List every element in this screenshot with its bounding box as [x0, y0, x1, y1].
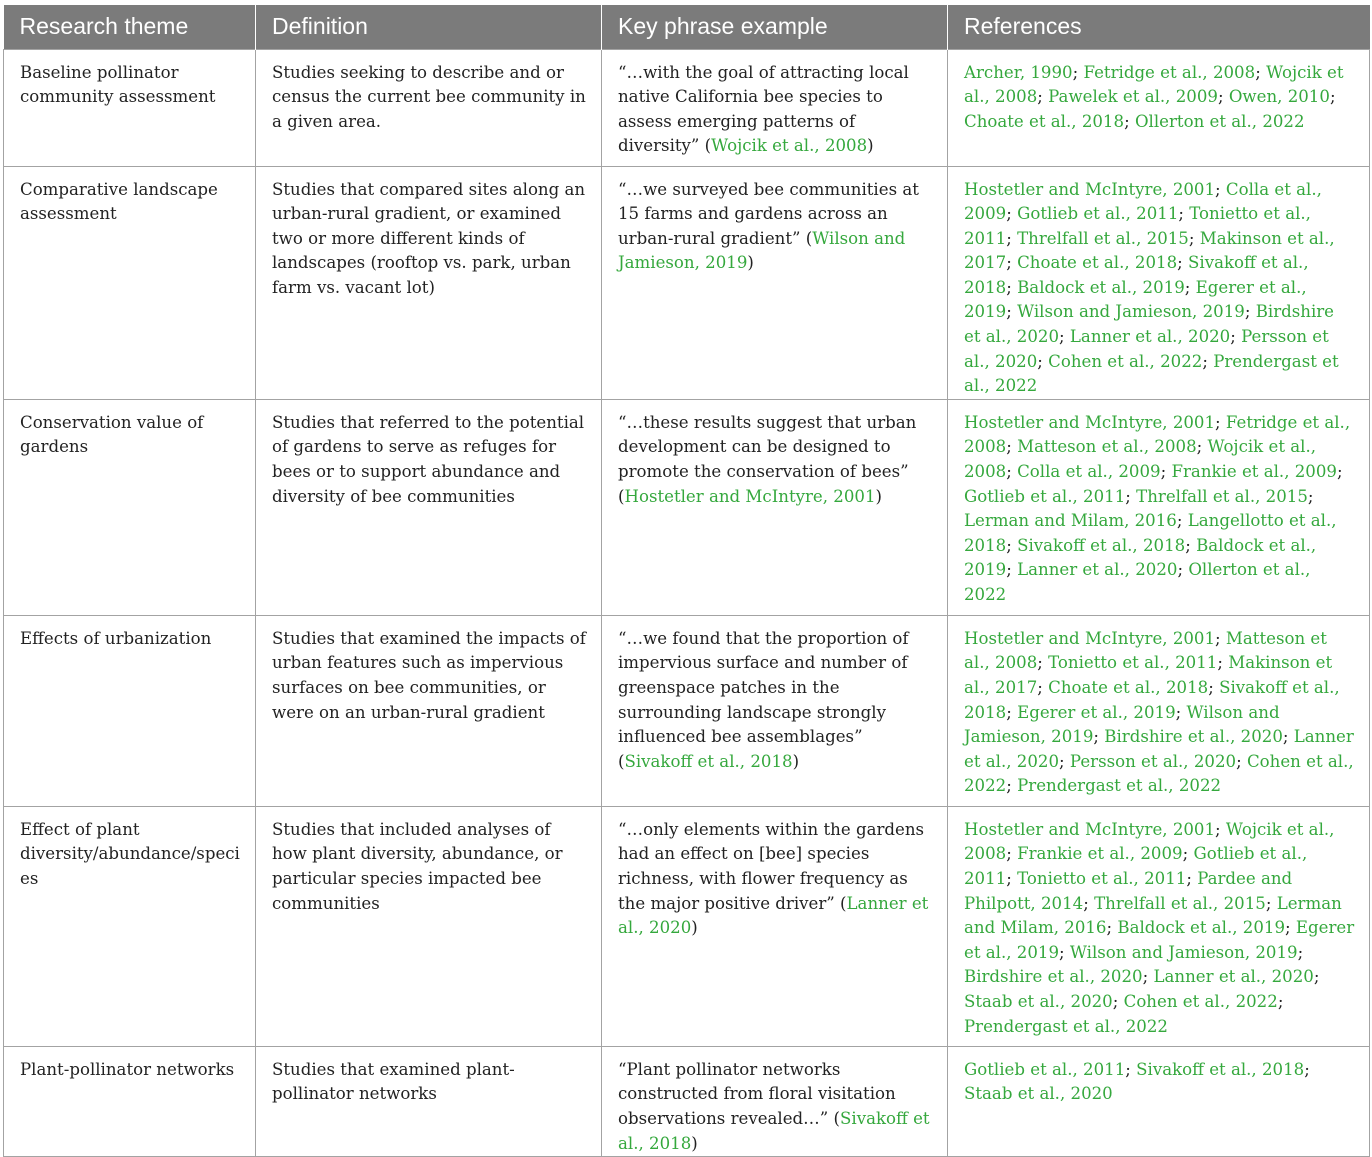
reference-link[interactable]: Hostetler and McIntyre, 2001	[964, 819, 1216, 839]
reference-separator: ;	[1255, 62, 1267, 82]
quote-citation-link[interactable]: Hostetler and McIntyre, 2001	[624, 486, 876, 506]
reference-link[interactable]: Lanner et al., 2020	[1153, 967, 1314, 987]
table-row	[4, 615, 1370, 806]
quote-close: )	[747, 253, 754, 273]
theme-cell: Effect of plant diversity/abundance/species	[4, 806, 256, 1046]
reference-link[interactable]: Baldock et al., 2019	[1017, 277, 1185, 297]
reference-link[interactable]: Gotlieb et al., 2011	[964, 844, 1308, 889]
reference-link[interactable]: Choate et al., 2018	[1048, 678, 1209, 698]
reference-link[interactable]: Persson et al., 2020	[1069, 751, 1237, 771]
reference-link[interactable]: Wilson and Jamieson, 2019	[1017, 302, 1245, 322]
reference-separator: ;	[1175, 702, 1187, 722]
reference-separator: ;	[1282, 727, 1294, 747]
definition-cell: Studies that examined plant-pollinator networks	[256, 1046, 602, 1156]
reference-link[interactable]: Makinson et al., 2017	[964, 228, 1335, 273]
reference-link[interactable]: Egerer et al., 2019	[964, 918, 1355, 962]
table-row	[4, 399, 1370, 615]
reference-link[interactable]: Threlfall et al., 2015	[1136, 486, 1308, 506]
definition-cell: Studies that examined the impacts of urban features such as impervious surfaces on bee communities, or were on an urban-rural gradient	[256, 615, 602, 806]
reference-link[interactable]: Pardee and Philpott, 2014	[964, 869, 1293, 913]
reference-link[interactable]: Frankie et al., 2009	[1017, 844, 1183, 864]
reference-link[interactable]: Langellotto et al., 2018	[964, 511, 1337, 555]
theme-cell: Effects of urbanization	[4, 615, 256, 806]
reference-link[interactable]: Lanner et al., 2020	[964, 727, 1354, 771]
references-cell	[948, 166, 1370, 399]
reference-separator: ;	[1125, 486, 1137, 506]
quote-cell	[602, 49, 948, 166]
reference-separator: ;	[1006, 776, 1018, 796]
reference-separator: ;	[1329, 87, 1336, 107]
quote-cell	[602, 806, 948, 1046]
reference-link[interactable]: Colla et al., 2009	[964, 179, 1322, 224]
reference-link[interactable]: Birdshire et al., 2020	[1104, 727, 1283, 747]
header-research-theme: Research theme	[4, 5, 256, 49]
quote-citation-link[interactable]: Lanner et al., 2020	[618, 893, 929, 938]
quote-citation-link[interactable]: Sivakoff et al., 2018	[618, 1109, 930, 1153]
reference-separator: ;	[1160, 462, 1172, 482]
reference-separator: ;	[1059, 327, 1070, 347]
definition-cell: Studies that compared sites along an urban-rural gradient, or examined two or more different kinds of landscapes (rooftop vs. park, urban farm vs. vacant lot)	[256, 166, 602, 399]
reference-link[interactable]: Wilson and Jamieson, 2019	[1069, 942, 1298, 962]
reference-link[interactable]: Staab et al., 2020	[964, 992, 1113, 1011]
reference-link[interactable]: Colla et al., 2009	[1017, 462, 1161, 482]
reference-separator: ;	[1125, 1059, 1137, 1079]
quote-text: “Plant pollinator networks constructed from floral visitation observations revealed…” (	[618, 1059, 896, 1129]
reference-link[interactable]: Sivakoff et al., 2018	[964, 253, 1309, 297]
reference-link[interactable]: Prendergast et al., 2022	[964, 351, 1339, 396]
quote-close: )	[792, 751, 800, 771]
reference-separator: ;	[1006, 462, 1018, 482]
definition-cell: Studies that referred to the potential of gardens to serve as refuges for bees or to support abundance and diversity of bee communities	[256, 399, 602, 615]
reference-separator: ;	[1072, 62, 1084, 82]
theme-cell: Conservation value of gardens	[4, 399, 256, 615]
reference-link[interactable]: Threlfall et al., 2015	[1094, 893, 1266, 913]
reference-separator: ;	[1006, 277, 1018, 297]
reference-link[interactable]: Frankie et al., 2009	[1171, 462, 1337, 482]
theme-cell: Baseline pollinator community assessment	[4, 49, 256, 166]
reference-link[interactable]: Birdshire et al., 2020	[964, 302, 1335, 347]
reference-link[interactable]: Wojcik et al., 2008	[964, 819, 1335, 864]
reference-link[interactable]: Choate et al., 2018	[964, 111, 1125, 131]
references-cell	[948, 615, 1370, 806]
quote-cell	[602, 1046, 948, 1156]
quote-text: “…we surveyed bee communities at 15 farms and gardens across an urban-rural gradient” (	[618, 179, 919, 248]
references-cell	[948, 806, 1370, 1046]
reference-separator: ;	[1186, 869, 1198, 889]
reference-separator: ;	[1313, 967, 1320, 987]
quote-cell	[602, 399, 948, 615]
references-cell	[948, 399, 1370, 615]
reference-link[interactable]: Tonietto et al., 2011	[964, 204, 1311, 248]
reference-separator: ;	[1244, 302, 1256, 322]
reference-separator: ;	[1336, 462, 1343, 482]
quote-text: “…we found that the proportion of impervious surface and number of greenspace patches in the surrounding landscape strongly influenced bee assemblages” (	[618, 628, 909, 771]
reference-separator: ;	[1208, 678, 1220, 698]
reference-link[interactable]: Fetridge et al., 2008	[964, 412, 1351, 457]
reference-separator: ;	[1037, 678, 1049, 698]
quote-citation-link[interactable]: Wojcik et al., 2008	[711, 136, 868, 156]
header-definition: Definition	[256, 5, 602, 49]
table-body	[4, 49, 1370, 1157]
references-cell	[948, 49, 1370, 166]
reference-link[interactable]: Tonietto et al., 2011	[1017, 869, 1187, 889]
quote-close: )	[867, 136, 874, 156]
reference-link[interactable]: Wilson and Jamieson, 2019	[964, 702, 1280, 747]
reference-separator: ;	[1006, 253, 1018, 273]
reference-separator: ;	[1006, 437, 1018, 457]
reference-separator: ;	[1285, 918, 1296, 938]
reference-separator: ;	[1177, 253, 1189, 273]
reference-link[interactable]: Gotlieb et al., 2011	[964, 486, 1126, 506]
reference-separator: ;	[1217, 653, 1229, 673]
quote-close: )	[691, 918, 698, 938]
reference-separator: ;	[1006, 228, 1018, 248]
reference-separator: ;	[1297, 942, 1304, 962]
reference-separator: ;	[1177, 560, 1189, 580]
reference-separator: ;	[1093, 727, 1105, 747]
reference-separator: ;	[1215, 412, 1226, 432]
reference-link[interactable]: Ollerton et al., 2022	[1134, 111, 1305, 131]
research-themes-table	[3, 5, 1370, 1157]
reference-link[interactable]: Egerer et al., 2019	[1017, 702, 1176, 722]
quote-text: “…with the goal of attracting local native California bee species to assess emerging patterns of diversity” (	[618, 62, 909, 156]
reference-link[interactable]: Sivakoff et al., 2018	[964, 678, 1340, 722]
reference-separator: ;	[1307, 486, 1314, 506]
reference-link[interactable]: Tonietto et al., 2011	[1048, 653, 1218, 673]
reference-separator: ;	[1037, 653, 1049, 673]
reference-separator: ;	[1230, 327, 1242, 347]
reference-separator: ;	[1215, 819, 1226, 839]
reference-separator: ;	[1265, 893, 1277, 913]
reference-separator: ;	[1006, 204, 1018, 224]
reference-separator: ;	[1006, 302, 1018, 322]
table-row	[4, 49, 1370, 166]
reference-link[interactable]: Cohen et al., 2022	[964, 751, 1354, 796]
reference-link[interactable]: Ollerton et al., 2022	[964, 560, 1311, 604]
quote-text: “…these results suggest that urban development can be designed to promote the conservation of bees” (	[618, 412, 917, 506]
quote-cell	[602, 615, 948, 806]
reference-link[interactable]: Matteson et al., 2008	[964, 628, 1327, 673]
reference-link[interactable]: Wojcik et al., 2008	[964, 437, 1317, 482]
definition-cell: Studies seeking to describe and or census the current bee community in a given area.	[256, 49, 602, 166]
table-row	[4, 806, 1370, 1046]
definition-cell: Studies that included analyses of how plant diversity, abundance, or particular species impacted bee communities	[256, 806, 602, 1046]
quote-citation-link[interactable]: Wilson and Jamieson, 2019	[618, 228, 906, 273]
reference-link[interactable]: Makinson et al., 2017	[964, 653, 1333, 698]
reference-separator: ;	[1277, 992, 1284, 1011]
reference-link[interactable]: Prendergast et al., 2022	[1017, 776, 1222, 796]
reference-separator: ;	[1142, 967, 1154, 987]
reference-link[interactable]: Threlfall et al., 2015	[1017, 228, 1189, 248]
reference-separator: ;	[1106, 918, 1118, 938]
header-references: References	[948, 5, 1370, 49]
reference-separator: ;	[1178, 204, 1190, 224]
theme-cell: Plant-pollinator networks	[4, 1046, 256, 1156]
quote-close: )	[875, 486, 883, 506]
reference-separator: ;	[1037, 87, 1049, 107]
reference-separator: ;	[1196, 437, 1208, 457]
reference-separator: ;	[1176, 511, 1188, 531]
reference-link[interactable]: Fetridge et al., 2008	[1083, 62, 1256, 82]
reference-link[interactable]: Cohen et al., 2022	[1123, 992, 1278, 1011]
reference-link[interactable]: Sivakoff et al., 2018	[1136, 1059, 1305, 1079]
quote-text: “…only elements within the gardens had an effect on [bee] species richness, with flower frequency as the major positive driver” (	[618, 819, 925, 913]
reference-separator: ;	[1188, 228, 1200, 248]
reference-separator: ;	[1006, 535, 1018, 555]
reference-link[interactable]: Sivakoff et al., 2018	[1017, 535, 1186, 555]
reference-separator: ;	[1006, 560, 1018, 580]
reference-separator: ;	[1112, 992, 1124, 1011]
reference-separator: ;	[1217, 87, 1229, 107]
table-row	[4, 166, 1370, 399]
reference-separator: ;	[1215, 179, 1226, 199]
reference-link[interactable]: Cohen et al., 2022	[1048, 351, 1203, 371]
reference-link[interactable]: Wojcik et al., 2008	[964, 62, 1344, 107]
quote-cell	[602, 166, 948, 399]
reference-separator: ;	[1059, 751, 1070, 771]
reference-separator: ;	[1215, 628, 1226, 648]
reference-separator: ;	[1006, 844, 1018, 864]
reference-link[interactable]: Matteson et al., 2008	[1017, 437, 1197, 457]
quote-close: )	[691, 1133, 698, 1153]
reference-link[interactable]: Baldock et al., 2019	[964, 535, 1317, 580]
reference-link[interactable]: Lanner et al., 2020	[1069, 327, 1231, 347]
reference-separator: ;	[1059, 942, 1070, 962]
reference-link[interactable]: Baldock et al., 2019	[1117, 918, 1286, 938]
reference-link[interactable]: Staab et al., 2020	[964, 1084, 1113, 1104]
reference-link[interactable]: Lerman and Milam, 2016	[964, 893, 1342, 938]
reference-separator: ;	[1006, 869, 1018, 889]
reference-separator: ;	[1006, 702, 1018, 722]
reference-separator: ;	[1124, 111, 1135, 131]
reference-link[interactable]: Pawelek et al., 2009	[1048, 87, 1218, 107]
reference-separator: ;	[1083, 893, 1095, 913]
reference-separator: ;	[1236, 751, 1247, 771]
reference-separator: ;	[1185, 535, 1197, 555]
reference-link[interactable]: Persson et al., 2020	[964, 327, 1329, 371]
reference-separator: ;	[1184, 277, 1196, 297]
reference-separator: ;	[1202, 351, 1214, 371]
reference-link[interactable]: Birdshire et al., 2020	[964, 967, 1143, 987]
header-row	[4, 5, 1370, 49]
reference-link[interactable]: Hostetler and McIntyre, 2001	[964, 628, 1216, 648]
reference-link[interactable]: Lanner et al., 2020	[1017, 560, 1178, 580]
references-cell	[948, 1046, 1370, 1156]
table-row	[4, 1046, 1370, 1156]
reference-link[interactable]: Choate et al., 2018	[1017, 253, 1178, 273]
reference-link[interactable]: Owen, 2010	[1228, 87, 1330, 107]
reference-link[interactable]: Egerer et al., 2019	[964, 277, 1307, 322]
reference-link[interactable]: Archer, 1990	[964, 62, 1073, 82]
reference-separator: ;	[1304, 1059, 1310, 1079]
header-key-phrase-example: Key phrase example	[602, 5, 948, 49]
theme-cell: Comparative landscape assessment	[4, 166, 256, 399]
quote-citation-link[interactable]: Sivakoff et al., 2018	[624, 751, 793, 771]
table-container	[3, 5, 1369, 1157]
reference-link[interactable]: Gotlieb et al., 2011	[964, 1059, 1126, 1079]
reference-separator: ;	[1182, 844, 1194, 864]
reference-link[interactable]: Gotlieb et al., 2011	[1017, 204, 1179, 224]
reference-link[interactable]: Lerman and Milam, 2016	[964, 511, 1177, 531]
reference-link[interactable]: Hostetler and McIntyre, 2001	[964, 412, 1216, 432]
reference-link[interactable]: Prendergast et al., 2022	[964, 1016, 1168, 1036]
reference-link[interactable]: Hostetler and McIntyre, 2001	[964, 179, 1216, 199]
reference-separator: ;	[1037, 351, 1049, 371]
table-header	[4, 5, 1370, 49]
